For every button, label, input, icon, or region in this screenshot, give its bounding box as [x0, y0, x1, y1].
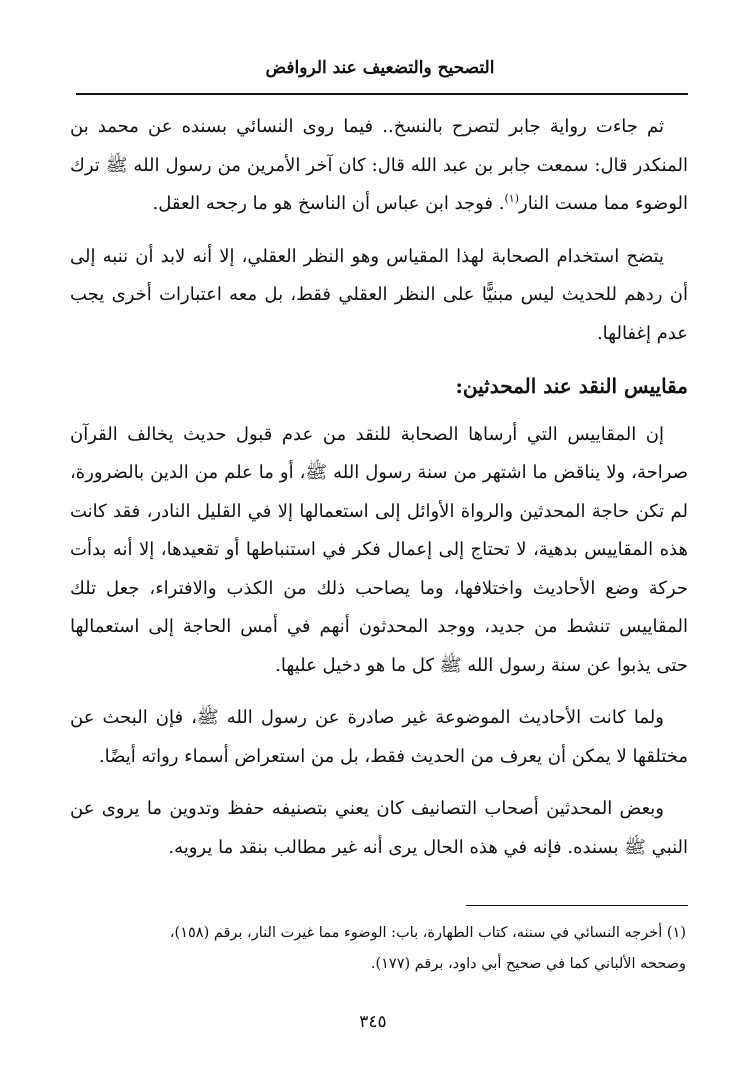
paragraph-text: . فوجد ابن عباس أن الناسخ هو ما رجحه العقل. — [152, 193, 505, 214]
main-text — [70, 108, 688, 881]
paragraph: إن المقاييس التي أرساها الصحابة للنقد من عدم قبول حديث يخالف القرآن صراحة، ولا يناقض ما اشتهر من سنة رسول الله ﷺ، أو ما علم من الدين بالضرورة، لم تكن حاجة المحدثين والرواة الأوائل إلى استعمالها إلا في القليل النادر، فقد كانت هذه المقاييس بدهية، لا تحتاج إلى إعمال فكر في استنباطها أو تقعيدها، إلا أنه بدأت حركة وضع الأحاديث واختلافها، وما يصاحب ذلك من الكذب والافتراء، جعل تلك المقاييس تنشط من جديد، ووجد المحدثون أنهم في أمس الحاجة إلى استعمالها حتى يذبوا عن سنة رسول الله ﷺ كل ما هو دخيل عليها. — [70, 423, 688, 676]
footnote-line: وصححه الألباني كما في صحيح أبي داود، برقم (١٧٧). — [370, 956, 686, 972]
paragraph: وبعض المحدثين أصحاب التصانيف كان يعني بتصنيفه حفظ وتدوين ما يروى عن النبي ﷺ بسنده. فإنه في هذه الحال يرى أنه غير مطالب بنقد ما يرويه. — [70, 798, 688, 858]
paragraph-text: ثم جاءت رواية جابر لتصرح بالنسخ.. فيما روى النسائي بسنده عن محمد بن المنكدر قال: سمعت جابر بن عبد الله قال: كان آخر الأمرين من رسول الله ﷺ ترك الوضوء مما مست النار — [70, 116, 688, 214]
page-number: ٣٤٥ — [359, 1012, 387, 1032]
section-heading: مقاييس النقد عند المحدثين: — [455, 374, 688, 398]
footnote-separator — [466, 905, 688, 906]
footnote-line: (١) أخرجه النسائي في سننه، كتاب الطهارة، باب: الوضوء مما غيرت النار، برقم (١٥٨)، — [169, 925, 686, 941]
header-rule — [76, 93, 688, 95]
paragraph: ولما كانت الأحاديث الموضوعة غير صادرة عن رسول الله ﷺ، فإن البحث عن مختلقها لا يمكن أن يعرف من الحديث فقط، بل من استعراض أسماء رواته أيضًا. — [70, 707, 688, 767]
paragraph: يتضح استخدام الصحابة لهذا المقياس وهو النظر العقلي، إلا أنه لابد أن ننبه إلى أن ردهم للحديث ليس مبنيًّا على النظر العقلي فقط، بل معه اعتبارات أخرى يجب عدم إغفالها. — [70, 245, 688, 344]
footnote — [72, 918, 686, 980]
footnote-reference: (١) — [504, 192, 519, 205]
running-header-title: التصحيح والتضعيف عند الروافض — [265, 58, 495, 78]
paragraph — [70, 108, 688, 224]
